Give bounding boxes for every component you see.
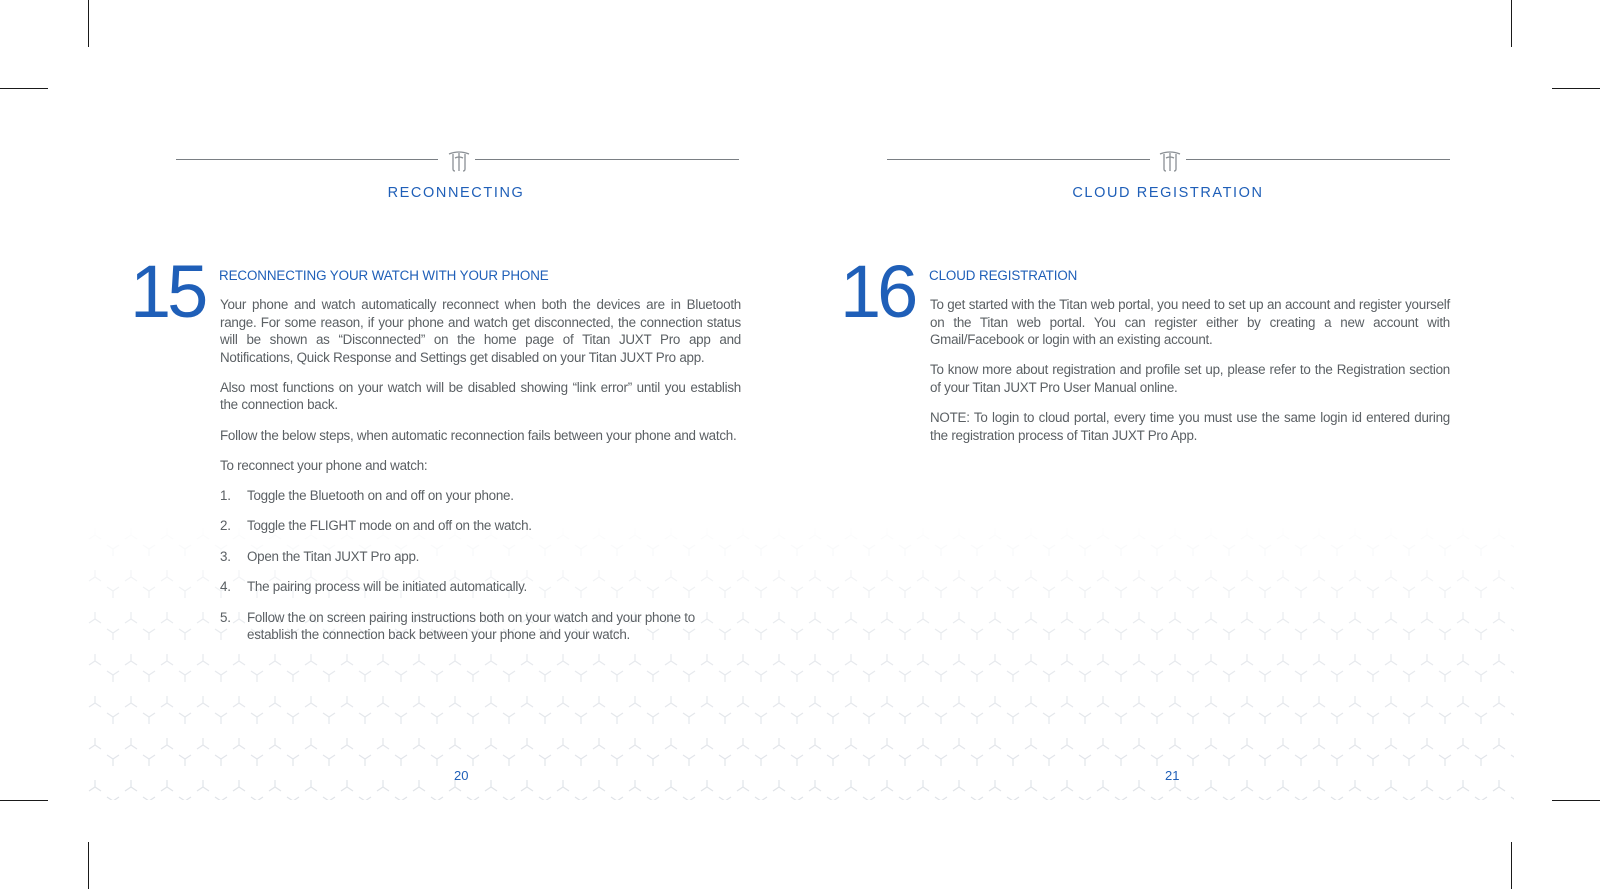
- section-body: [930, 296, 1450, 457]
- header-rule-left: [176, 159, 438, 160]
- titan-logo-icon: [1157, 149, 1183, 173]
- steps-list: [220, 487, 741, 644]
- step-number: 5.: [220, 609, 231, 625]
- paragraph: To know more about registration and profile set up, please refer to the Registration section of your Titan JUXT Pro User Manual online.: [930, 362, 1450, 395]
- step-text: Toggle the Bluetooth on and off on your phone.: [247, 488, 514, 504]
- right-page: [800, 0, 1600, 889]
- section-number: 15: [130, 250, 205, 333]
- paragraph: Follow the below steps, when automatic reconnection fails between your phone and watch.: [220, 427, 737, 443]
- paragraph: Your phone and watch automatically reconnect when both the devices are in Bluetooth range. For some reason, if your phone and watch get disconnected, the connection status will be shown as “Disconnected” on the home page of Titan JUXT Pro app and Notifications, Quick Response and Settings get disabled on your Titan JUXT Pro app.: [220, 297, 741, 365]
- step-text: Open the Titan JUXT Pro app.: [247, 548, 420, 564]
- section-heading: RECONNECTING YOUR WATCH WITH YOUR PHONE: [219, 268, 549, 283]
- section-title: CLOUD REGISTRATION: [1072, 185, 1264, 201]
- section-heading: CLOUD REGISTRATION: [929, 268, 1078, 283]
- list-item: [220, 487, 741, 505]
- step-number: 1.: [220, 488, 231, 504]
- section-body: [220, 296, 741, 657]
- paragraph: To reconnect your phone and watch:: [220, 457, 428, 473]
- header-rule-right: [1186, 159, 1450, 160]
- paragraph: Also most functions on your watch will be disabled showing “link error” until you establish the connection back.: [220, 379, 741, 413]
- step-text: Toggle the FLIGHT mode on and off on the watch.: [247, 518, 532, 534]
- paragraph: NOTE: To login to cloud portal, every time you must use the same login id entered during the registration process of Titan JUXT Pro App.: [930, 409, 1450, 443]
- titan-logo-icon: [446, 149, 472, 173]
- list-item: [220, 548, 741, 566]
- step-text: Follow the on screen pairing instructions both on your watch and your phone to establish the connection back between your phone and your watch.: [247, 609, 695, 643]
- list-item: [220, 517, 741, 535]
- page-number: 20: [454, 768, 469, 783]
- paragraph: To get started with the Titan web portal, you need to set up an account and register yourself on the Titan web portal. You can register either by creating a new account with Gmail/Facebook or login with an existing account.: [930, 297, 1450, 348]
- step-number: 3.: [220, 548, 231, 564]
- page-number: 21: [1165, 768, 1180, 783]
- section-title: RECONNECTING: [387, 185, 525, 201]
- list-item: [220, 609, 741, 644]
- section-number: 16: [840, 250, 915, 333]
- step-text: The pairing process will be initiated automatically.: [247, 579, 527, 595]
- list-item: [220, 578, 741, 596]
- header-rule-left: [887, 159, 1150, 160]
- header-rule-right: [475, 159, 739, 160]
- step-number: 4.: [220, 579, 231, 595]
- step-number: 2.: [220, 518, 231, 534]
